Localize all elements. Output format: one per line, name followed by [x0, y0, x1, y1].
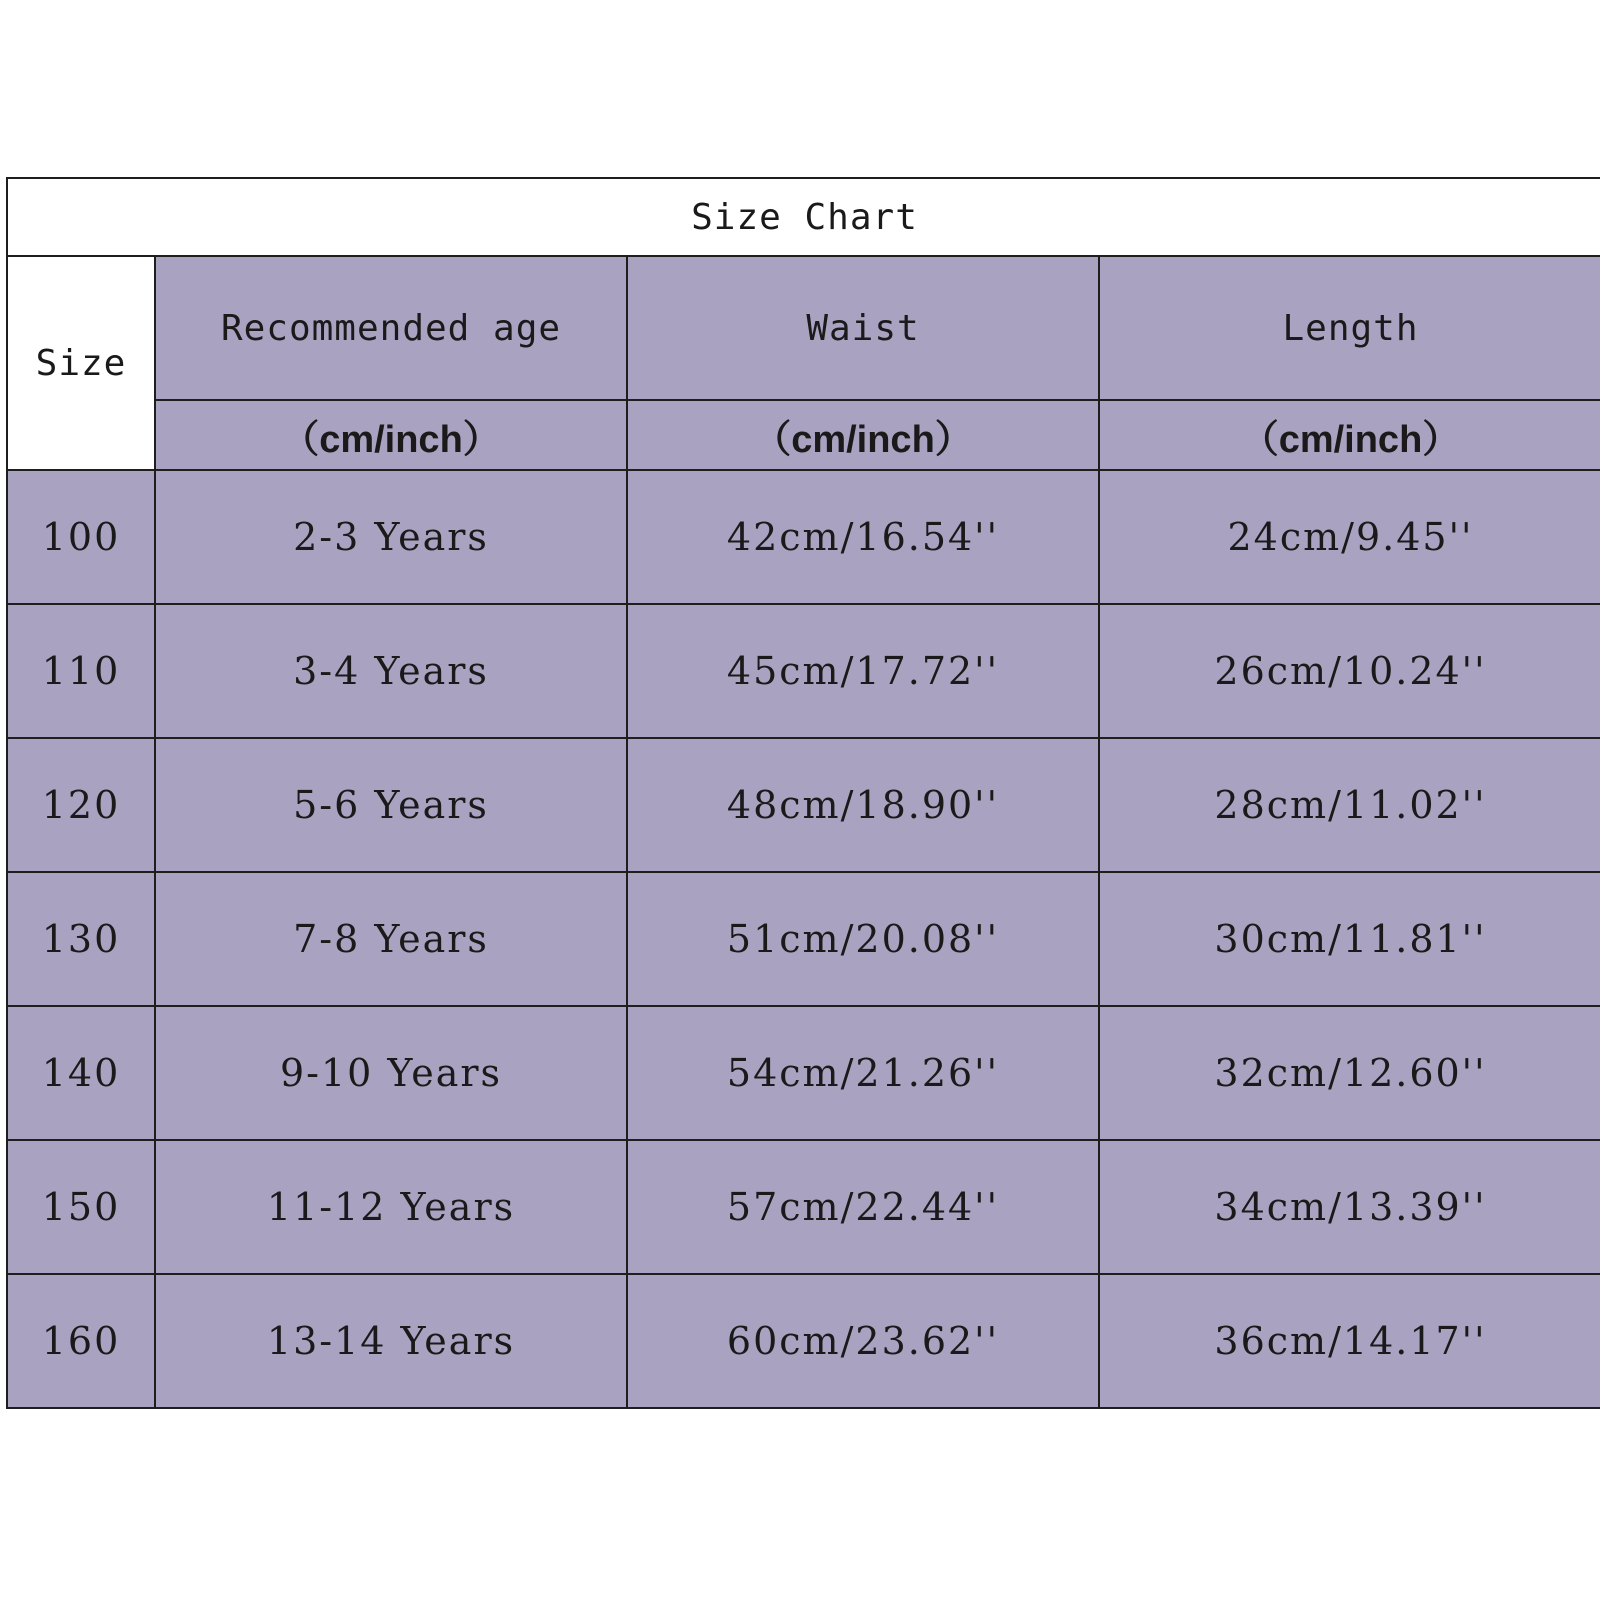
age-cell: 9-10 Years: [155, 1006, 627, 1140]
size-cell: 100: [7, 470, 155, 604]
length-cell: 30cm/11.81'': [1099, 872, 1600, 1006]
age-cell: 2-3 Years: [155, 470, 627, 604]
waist-cell: 42cm/16.54'': [627, 470, 1099, 604]
age-header: Recommended age: [155, 256, 627, 400]
size-chart-table: [6, 177, 1600, 1409]
waist-cell: 45cm/17.72'': [627, 604, 1099, 738]
age-cell: 13-14 Years: [155, 1274, 627, 1408]
age-cell: 11-12 Years: [155, 1140, 627, 1274]
waist-unit: （cm/inch）: [627, 400, 1099, 470]
length-unit: （cm/inch）: [1099, 400, 1600, 470]
length-cell: 36cm/14.17'': [1099, 1274, 1600, 1408]
age-unit: （cm/inch）: [155, 400, 627, 470]
size-cell: 110: [7, 604, 155, 738]
table-row: [7, 1006, 1600, 1140]
waist-cell: 48cm/18.90'': [627, 738, 1099, 872]
size-cell: 130: [7, 872, 155, 1006]
table-title: Size Chart: [7, 178, 1600, 256]
table-row: [7, 1274, 1600, 1408]
age-cell: 3-4 Years: [155, 604, 627, 738]
waist-cell: 54cm/21.26'': [627, 1006, 1099, 1140]
size-cell: 150: [7, 1140, 155, 1274]
waist-cell: 51cm/20.08'': [627, 872, 1099, 1006]
length-cell: 24cm/9.45'': [1099, 470, 1600, 604]
length-cell: 26cm/10.24'': [1099, 604, 1600, 738]
length-cell: 32cm/12.60'': [1099, 1006, 1600, 1140]
length-cell: 34cm/13.39'': [1099, 1140, 1600, 1274]
age-cell: 5-6 Years: [155, 738, 627, 872]
size-cell: 160: [7, 1274, 155, 1408]
table-row: [7, 872, 1600, 1006]
table-row: [7, 1140, 1600, 1274]
header-row: [7, 256, 1600, 400]
size-cell: 120: [7, 738, 155, 872]
size-cell: 140: [7, 1006, 155, 1140]
title-row: [7, 178, 1600, 256]
table-row: [7, 738, 1600, 872]
length-header: Length: [1099, 256, 1600, 400]
length-cell: 28cm/11.02'': [1099, 738, 1600, 872]
size-header: Size: [7, 256, 155, 470]
waist-cell: 57cm/22.44'': [627, 1140, 1099, 1274]
unit-row: [7, 400, 1600, 470]
table-row: [7, 470, 1600, 604]
age-cell: 7-8 Years: [155, 872, 627, 1006]
table-row: [7, 604, 1600, 738]
waist-cell: 60cm/23.62'': [627, 1274, 1099, 1408]
waist-header: Waist: [627, 256, 1099, 400]
